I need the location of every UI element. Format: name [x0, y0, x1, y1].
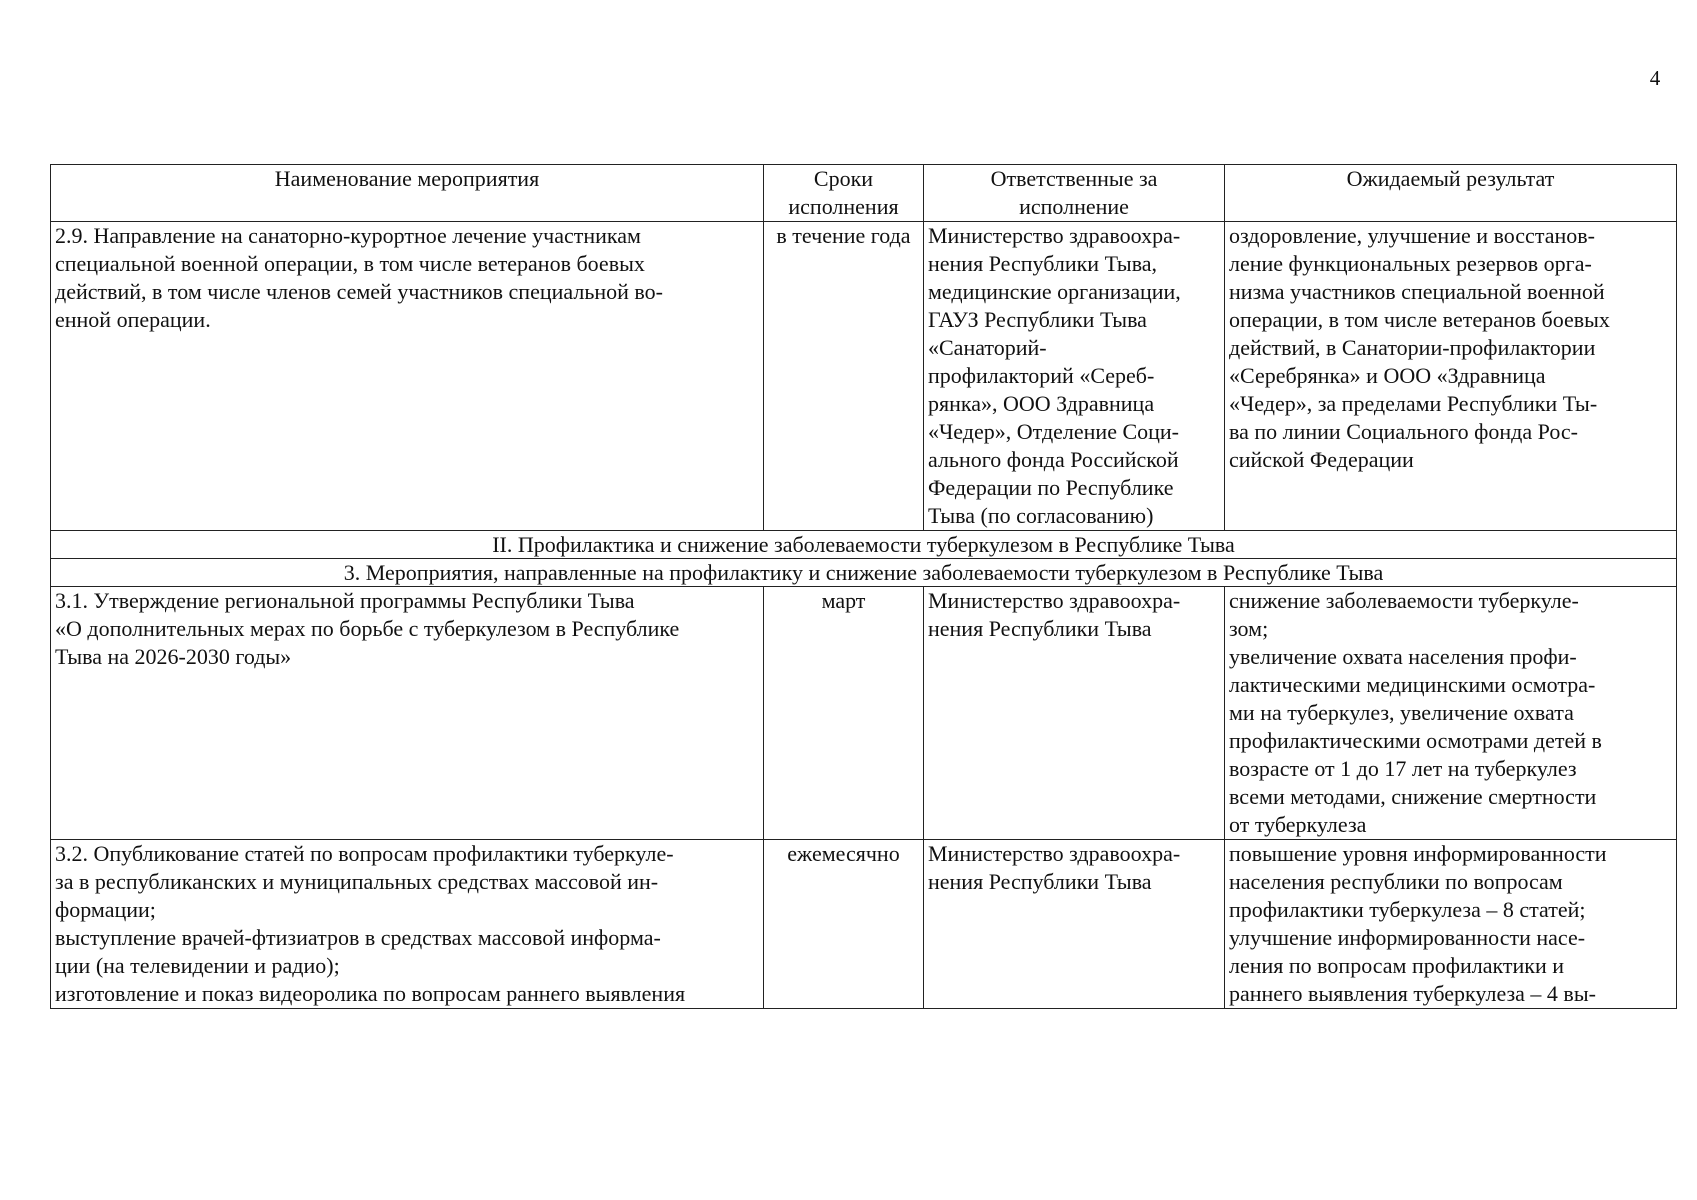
- responsible-cell: Министерство здравоохра- нения Республики Тыва: [924, 840, 1225, 1009]
- header-result: Ожидаемый результат: [1225, 165, 1677, 222]
- header-responsible: Ответственные за исполнение: [924, 165, 1225, 222]
- result-cell: оздоровление, улучшение и восстанов- ление функциональных резервов орга- низма участников специальной военной операции, в том числе ветеранов боевых действий, в Санатории-профилактории «Серебрянка» и ООО «Здравница «Чедер», за пределами Республики Ты- ва по линии Социального фонда Рос- сийской Федерации: [1225, 222, 1677, 531]
- activities-table: [50, 164, 1677, 1009]
- section-heading-row: [51, 531, 1677, 559]
- task-cell: 2.9. Направление на санаторно-курортное лечение участникам специальной военной операции, в том числе ветеранов боевых действий, в том числе членов семей участников специальной во- енной операции.: [51, 222, 764, 531]
- header-task: Наименование мероприятия: [51, 165, 764, 222]
- subsection-heading-row: [51, 559, 1677, 587]
- table-row: [51, 840, 1677, 1009]
- table-row: [51, 587, 1677, 840]
- task-cell: 3.2. Опубликование статей по вопросам профилактики туберкуле- за в республиканских и муниципальных средствах массовой ин- формации; выступление врачей-фтизиатров в средствах массовой информа- ции (на телевидении и радио); изготовление и показ видеоролика по вопросам раннего выявления: [51, 840, 764, 1009]
- page-number: 4: [1649, 66, 1661, 90]
- result-cell: снижение заболеваемости туберкуле- зом; увеличение охвата населения профи- лактическими медицинскими осмотра- ми на туберкулез, увеличение охвата профилактическими осмотрами детей в возрасте от 1 до 17 лет на туберкулез всеми методами, снижение смертности от туберкулеза: [1225, 587, 1677, 840]
- term-cell: в течение года: [764, 222, 924, 531]
- term-cell: март: [764, 587, 924, 840]
- table-header-row: [51, 165, 1677, 222]
- result-cell: повышение уровня информированности населения республики по вопросам профилактики туберкулеза – 8 статей; улучшение информированности насе- ления по вопросам профилактики и раннего выявления туберкулеза – 4 вы-: [1225, 840, 1677, 1009]
- term-cell: ежемесячно: [764, 840, 924, 1009]
- table-row: [51, 222, 1677, 531]
- responsible-cell: Министерство здравоохра- нения Республики Тыва, медицинские организации, ГАУЗ Республики Тыва «Санаторий- профилакторий «Сереб- рянка», ООО Здравница «Чедер», Отделение Соци- ального фонда Российской Федерации по Республике Тыва (по согласованию): [924, 222, 1225, 531]
- section-3-heading: 3. Мероприятия, направленные на профилактику и снижение заболеваемости туберкулезом в Республике Тыва: [51, 559, 1677, 587]
- header-term: Сроки исполнения: [764, 165, 924, 222]
- section-ii-heading: II. Профилактика и снижение заболеваемости туберкулезом в Республике Тыва: [51, 531, 1677, 559]
- task-cell: 3.1. Утверждение региональной программы Республики Тыва «О дополнительных мерах по борьбе с туберкулезом в Республике Тыва на 2026-2030 годы»: [51, 587, 764, 840]
- responsible-cell: Министерство здравоохра- нения Республики Тыва: [924, 587, 1225, 840]
